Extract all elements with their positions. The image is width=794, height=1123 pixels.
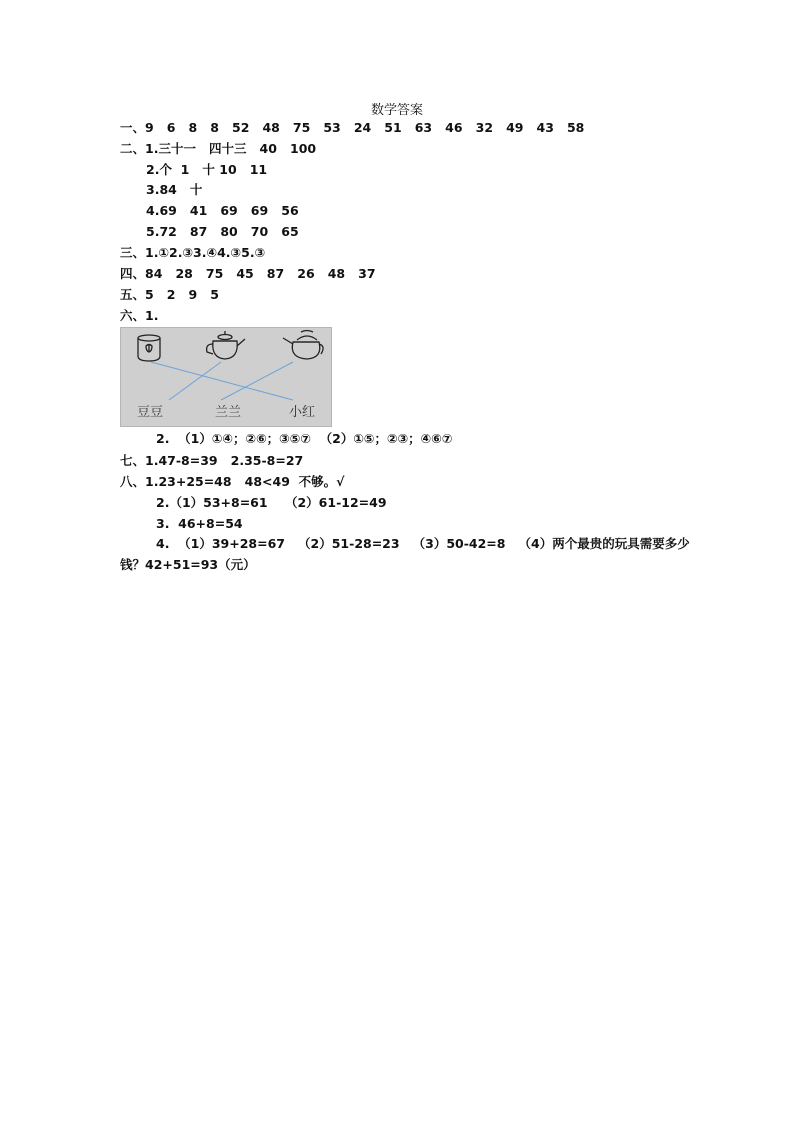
match-line-1: [151, 362, 293, 400]
answer-line-5: 4.69 41 69 69 56: [146, 203, 299, 218]
answer-line-13: 八、1.23+25=48 48<49 不够。√: [120, 474, 345, 489]
figure-name-2: 兰兰: [215, 405, 242, 420]
answer-line-16: 4. （1）39+28=67 （2）51-28=23 （3）50-42=8 （4）两个最贵的玩具需要多少: [156, 536, 690, 551]
answer-line-15: 3. 46+8=54: [156, 516, 243, 531]
pot-icon: [138, 335, 160, 361]
match-line-2: [169, 362, 221, 400]
answer-line-2: 二、1.三十一 四十三 40 100: [120, 141, 317, 156]
answer-line-11: 2. （1）①④；②⑥；③⑤⑦ （2）①⑤；②③；④⑥⑦: [156, 431, 453, 446]
answer-line-4: 3.84 十: [146, 182, 203, 197]
answer-line-3: 2.个 1 十 10 11: [146, 162, 268, 177]
answer-line-6: 5.72 87 80 70 65: [146, 224, 299, 239]
answer-line-9: 五、5 2 9 5: [120, 287, 219, 302]
teapot-icon: [207, 331, 245, 359]
answer-line-8: 四、84 28 75 45 87 26 48 37: [120, 266, 376, 281]
answer-line-7: 三、1.①2.③3.④4.③5.③: [120, 245, 266, 260]
answer-line-17: 钱？42+51=93（元）: [120, 557, 256, 572]
matching-figure: [120, 327, 332, 427]
kettle-icon: [283, 331, 323, 360]
match-line-3: [221, 362, 293, 400]
answer-line-14: 2.（1）53+8=61 （2）61-12=49: [156, 495, 387, 510]
figure-name-3: 小红: [289, 405, 316, 420]
answer-line-10: 六、1.: [120, 308, 159, 323]
answer-line-12: 七、1.47-8=39 2.35-8=27: [120, 453, 304, 468]
answer-line-1: 一、9 6 8 8 52 48 75 53 24 51 63 46 32 49 43 58: [120, 120, 585, 135]
figure-name-1: 豆豆: [137, 405, 164, 420]
page-title: 数学答案: [370, 103, 423, 118]
